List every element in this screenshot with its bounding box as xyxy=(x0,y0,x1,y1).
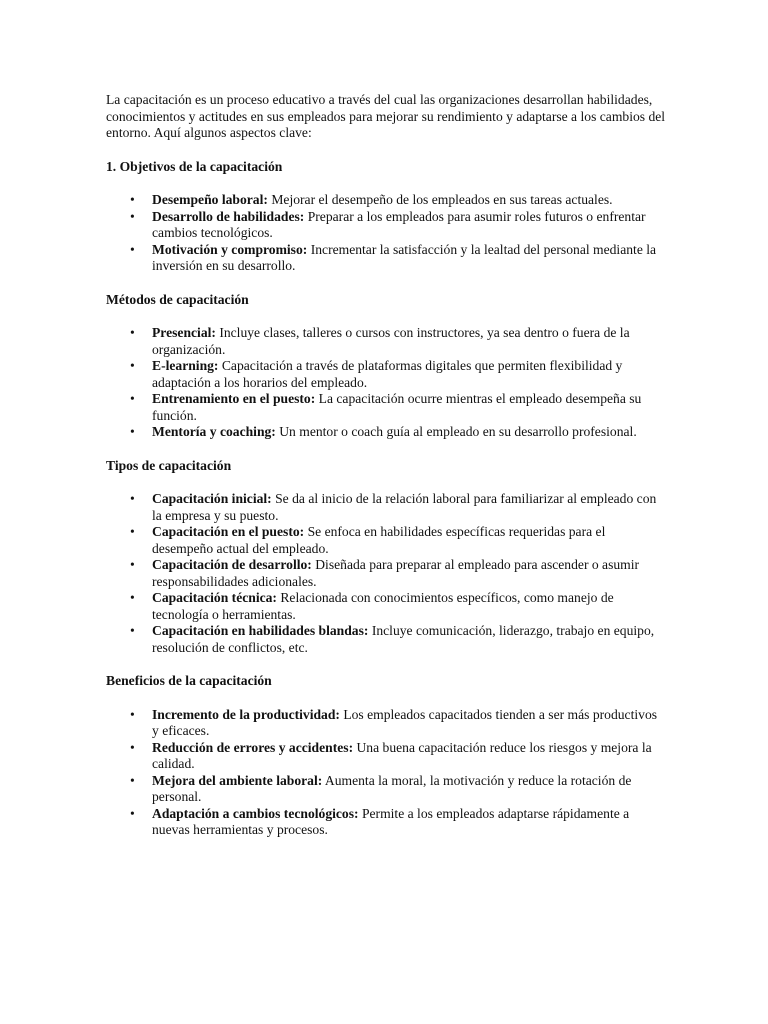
section-title-beneficios: Beneficios de la capacitación xyxy=(106,673,272,688)
list-item-text: Mejorar el desempeño de los empleados en sus tareas actuales. xyxy=(267,192,613,207)
list-item-text: Incluye clases, talleres o cursos con instructores, ya sea dentro o fuera de la organización. xyxy=(152,325,630,357)
section-title-objetivos: 1. Objetivos de la capacitación xyxy=(106,158,283,174)
list-item xyxy=(106,424,666,441)
list-item-term: Reducción de errores y accidentes: xyxy=(152,739,354,755)
list-item-text: Relacionada con conocimientos específicos, como manejo de tecnología o herramientas. xyxy=(152,590,614,622)
list-item-term: Adaptación a cambios tecnológicos: xyxy=(152,805,359,821)
list-item-term: Desempeño laboral: xyxy=(152,192,268,207)
list-item xyxy=(106,557,666,590)
list-item-term: Mejora del ambiente laboral: xyxy=(152,772,323,788)
bullet-icon: • xyxy=(130,358,135,373)
bullet-list-tipos xyxy=(106,491,666,656)
list-item-term: Capacitación en habilidades blandas: xyxy=(152,623,369,638)
list-item xyxy=(106,707,666,740)
list-item-text: Incluye comunicación, liderazgo, trabajo en equipo, resolución de conflictos, etc. xyxy=(152,623,655,655)
bullet-icon: • xyxy=(130,706,135,722)
bullet-icon: • xyxy=(130,491,135,506)
list-item-text: Aumenta la moral, la motivación y reduce la rotación de personal. xyxy=(152,772,632,804)
bullet-icon: • xyxy=(130,208,135,224)
bullet-icon: • xyxy=(130,325,135,340)
section-title-metodos: Métodos de capacitación xyxy=(106,291,249,307)
list-item-term: Motivación y compromiso: xyxy=(152,241,308,257)
bullet-icon: • xyxy=(130,391,135,406)
list-item-term: Desarrollo de habilidades: xyxy=(152,208,305,224)
list-item-text: Permite a los empleados adaptarse rápidamente a nuevas herramientas y procesos. xyxy=(152,805,630,837)
section-title-tipos: Tipos de capacitación xyxy=(106,457,232,473)
list-item-text: Incrementar la satisfacción y la lealtad del personal mediante la inversión en su desarrollo. xyxy=(152,241,657,273)
bullet-icon: • xyxy=(130,424,135,439)
intro-paragraph: La capacitación es un proceso educativo a través del cual las organizaciones desarrollan habilidades, conocimientos y actitudes en sus empleados para mejorar su rendimiento y adaptarse a los cambios del entorno. Aquí algunos aspectos clave: xyxy=(106,92,666,140)
list-item-text: Capacitación a través de plataformas digitales que permiten flexibilidad y adaptación a los horarios del empleado. xyxy=(152,358,623,390)
list-item-term: Capacitación en el puesto: xyxy=(152,524,305,539)
list-item-term: E-learning: xyxy=(152,358,219,373)
list-item-text: Diseñada para preparar al empleado para ascender o asumir responsabilidades adicionales. xyxy=(152,557,640,589)
list-item xyxy=(106,590,666,623)
list-item-term: Capacitación inicial: xyxy=(152,491,272,506)
list-item xyxy=(106,209,666,242)
list-item-text: Un mentor o coach guía al empleado en su desarrollo profesional. xyxy=(275,424,637,439)
list-item xyxy=(106,192,666,209)
list-item-term: Entrenamiento en el puesto: xyxy=(152,391,316,406)
list-item xyxy=(106,358,666,391)
list-item xyxy=(106,524,666,557)
bullet-icon: • xyxy=(130,590,135,605)
list-item-text: Se enfoca en habilidades específicas requeridas para el desempeño actual del empleado. xyxy=(152,524,606,556)
list-item-term: Presencial: xyxy=(152,325,216,340)
list-item-term: Mentoría y coaching: xyxy=(152,424,276,439)
bullet-icon: • xyxy=(130,805,135,821)
list-item xyxy=(106,242,666,275)
bullet-list-beneficios xyxy=(106,707,666,839)
list-item-text: Se da al inicio de la relación laboral para familiarizar al empleado con la empresa y su puesto. xyxy=(152,491,657,523)
list-item-term: Incremento de la productividad: xyxy=(152,706,340,722)
bullet-list-metodos xyxy=(106,325,666,441)
bullet-icon: • xyxy=(130,192,135,207)
list-item xyxy=(106,623,666,656)
list-item xyxy=(106,325,666,358)
bullet-icon: • xyxy=(130,772,135,788)
list-item-text: Los empleados capacitados tienden a ser más productivos y eficaces. xyxy=(152,706,658,738)
bullet-icon: • xyxy=(130,623,135,638)
list-item-term: Capacitación de desarrollo: xyxy=(152,557,312,572)
list-item-text: Una buena capacitación reduce los riesgos y mejora la calidad. xyxy=(152,739,652,771)
list-item-text: Preparar a los empleados para asumir roles futuros o enfrentar cambios tecnológicos. xyxy=(152,208,646,240)
bullet-icon: • xyxy=(130,241,135,257)
list-item-text: La capacitación ocurre mientras el empleado desempeña su función. xyxy=(152,391,642,423)
list-item-term: Capacitación técnica: xyxy=(152,590,277,605)
document-page xyxy=(106,92,666,856)
list-item xyxy=(106,391,666,424)
list-item xyxy=(106,740,666,773)
bullet-list-objetivos xyxy=(106,192,666,275)
list-item xyxy=(106,806,666,839)
bullet-icon: • xyxy=(130,557,135,572)
list-item xyxy=(106,491,666,524)
list-item xyxy=(106,773,666,806)
bullet-icon: • xyxy=(130,739,135,755)
bullet-icon: • xyxy=(130,524,135,539)
